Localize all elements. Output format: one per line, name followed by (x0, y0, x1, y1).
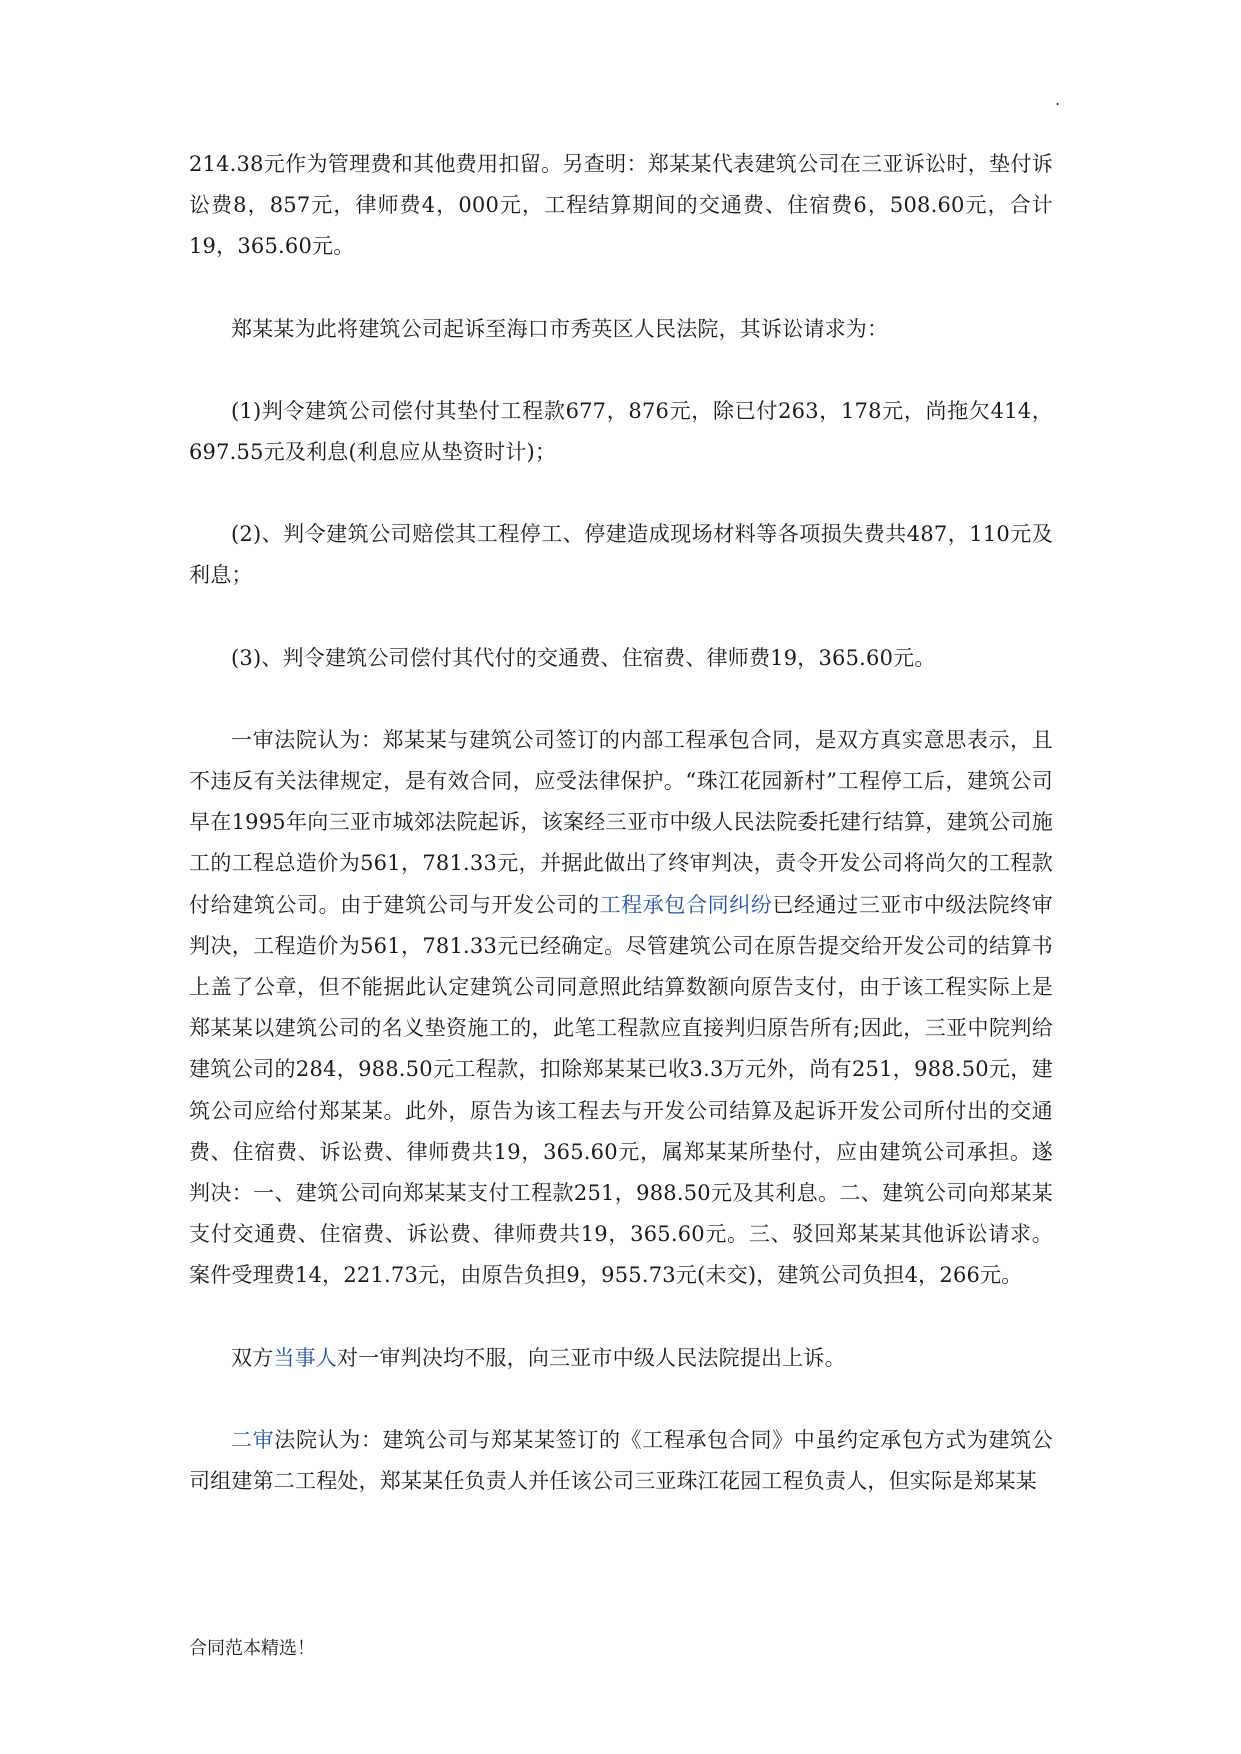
paragraph-spacer (189, 1297, 1053, 1338)
paragraph-text: 214.38元作为管理费和其他费用扣留。另查明：郑某某代表建筑公司在三亚诉讼时，垫付诉讼费8，857元，律师费4，000元，工程结算期间的交通费、住宿费6，508.60元，合计19，365.60元。 (189, 152, 1053, 259)
document-body (189, 144, 1053, 1502)
paragraph-text: 双方 (231, 1345, 274, 1370)
paragraph-p5 (189, 638, 1053, 679)
paragraph-p8 (189, 1420, 1053, 1502)
paragraph-p3 (189, 391, 1053, 473)
inline-link[interactable]: 当事人 (273, 1345, 338, 1370)
paragraph-spacer (189, 597, 1053, 638)
paragraph-spacer (189, 350, 1053, 391)
inline-link[interactable]: 工程承包合同纠纷 (599, 892, 773, 917)
inline-link[interactable]: 二审 (231, 1427, 275, 1452)
paragraph-text: (2)、判令建筑公司赔偿其工程停工、停建造成现场材料等各项损失费共487，110元及利息； (189, 522, 1053, 588)
paragraph-spacer (189, 1379, 1053, 1420)
page-footer: 合同范本精选！ (189, 1638, 315, 1659)
paragraph-text: 郑某某为此将建筑公司起诉至海口市秀英区人民法院，其诉讼请求为： (231, 316, 889, 341)
paragraph-text: 已经通过三亚市中级法院终审判决，工程造价为561，781.33元已经确定。尽管建筑公司在原告提交给开发公司的结算书上盖了公章，但不能据此认定建筑公司同意照此结算数额向原告支付，由于该工程实际上是郑某某以建筑公司的名义垫资施工的，此笔工程款应直接判归原告所有;因此，三亚中院判给建筑公司的284，988.50元工程款，扣除郑某某已收3.3万元外，尚有251，988.50元，建筑公司应给付郑某某。此外，原告为该工程去与开发公司结算及起诉开发公司所付出的交通费、住宿费、诉讼费、律师费共19，365.60元，属郑某某所垫付，应由建筑公司承担。遂判决：一、建筑公司向郑某某支付工程款251，988.50元及其利息。二、建筑公司向郑某某支付交通费、住宿费、诉讼费、律师费共19，365.60元。三、驳回郑某某其他诉讼请求。案件受理费14，221.73元，由原告负担9，955.73元(未交)，建筑公司负担4，266元。 (189, 892, 1053, 1288)
paragraph-spacer (189, 679, 1053, 720)
paragraph-p7 (189, 1338, 1053, 1379)
paragraph-text: 对一审判决均不服，向三亚市中级人民法院提出上诉。 (337, 1345, 846, 1370)
paragraph-text: (3)、判令建筑公司偿付其代付的交通费、住宿费、律师费19，365.60元。 (231, 645, 936, 670)
paragraph-p1 (189, 144, 1053, 268)
paragraph-text: 法院认为：建筑公司与郑某某签订的《工程承包合同》中虽约定承包方式为建筑公司组建第二工程处，郑某某任负责人并任该公司三亚珠江花园工程负责人，但实际是郑某某 (189, 1427, 1053, 1494)
paragraph-spacer (189, 268, 1053, 309)
paragraph-p2 (189, 309, 1053, 350)
paragraph-spacer (189, 473, 1053, 514)
paragraph-p6 (189, 720, 1053, 1297)
paragraph-text: (1)判令建筑公司偿付其垫付工程款677，876元，除已付263，178元，尚拖欠414，697.55元及利息(利息应从垫资时计)； (189, 398, 1053, 465)
corner-mark: . (1055, 90, 1061, 109)
paragraph-p4 (189, 514, 1053, 596)
paragraph-text: 一审法院认为：郑某某与建筑公司签订的内部工程承包合同，是双方真实意思表示，且不违反有关法律规定，是有效合同，应受法律保护。“珠江花园新村”工程停工后，建筑公司早在1995年向三亚市城郊法院起诉，该案经三亚市中级人民法院委托建行结算，建筑公司施工的工程总造价为561，781.33元，并据此做出了终审判决，责令开发公司将尚欠的工程款付给建筑公司。由于建筑公司与开发公司的 (189, 727, 1053, 917)
